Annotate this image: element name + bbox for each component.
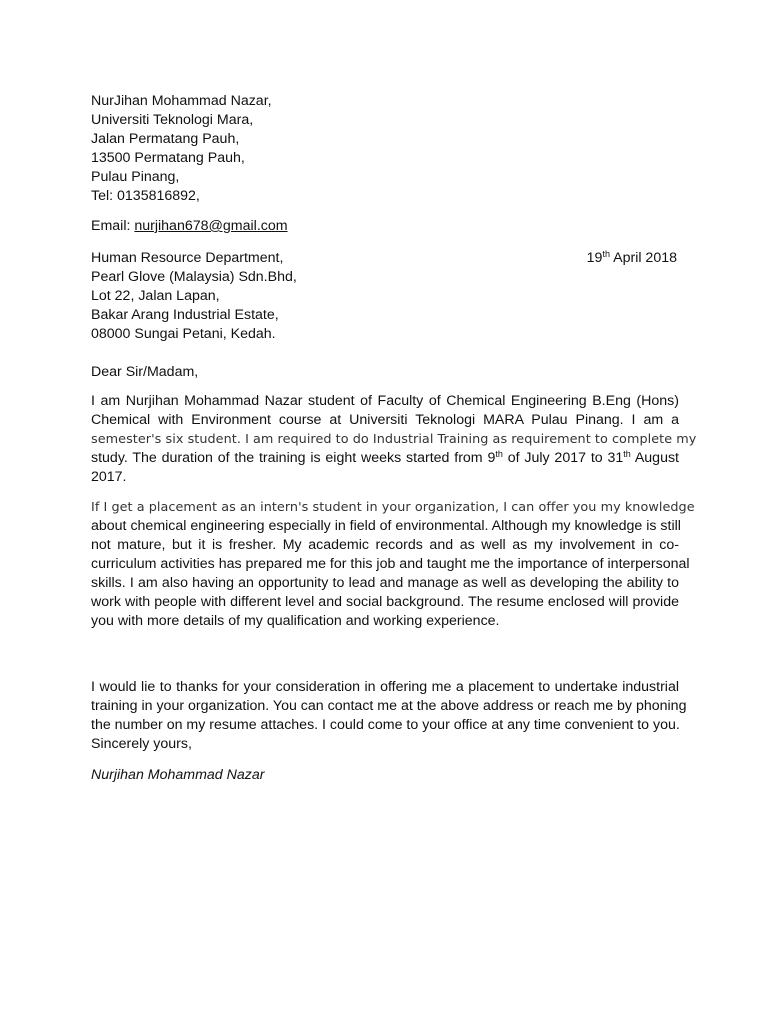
paragraph-line: you with more details of my qualification and working experience. <box>91 613 500 629</box>
sender-address <box>91 92 272 206</box>
paragraph-line: Chemical with Environment course at Universiti Teknologi MARA Pulau Pinang. I am a <box>91 412 679 428</box>
salutation: Dear Sir/Madam, <box>91 364 199 380</box>
paragraph-line: I would lie to thanks for your consideration in offering me a placement to undertake industrial <box>91 679 679 695</box>
recipient-department: Human Resource Department, <box>91 250 284 266</box>
sender-address-line: Universiti Teknologi Mara, <box>91 112 254 128</box>
paragraph-line: curriculum activities has prepared me for this job and taught me the importance of interpersonal <box>91 556 690 572</box>
paragraph-line: training in your organization. You can contact me at the above address or reach me by phoning <box>91 698 687 714</box>
paragraph-line: work with people with different level and social background. The resume enclosed will provide <box>91 594 679 610</box>
letter-page <box>91 0 697 1024</box>
recipient-address-line: Lot 22, Jalan Lapan, <box>91 288 220 304</box>
paragraph-line: 2017. <box>91 469 127 485</box>
letter-date <box>587 249 677 268</box>
recipient-address-line: 08000 Sungai Petani, Kedah. <box>91 326 276 342</box>
ordinal-suffix: th <box>623 449 631 459</box>
paragraph-line: skills. I am also having an opportunity to lead and manage as well as developing the ability to <box>91 575 679 591</box>
ordinal-suffix: th <box>495 449 503 459</box>
email-label: Email: <box>91 218 135 234</box>
date-suffix: th <box>602 249 610 259</box>
date-day: 19 <box>586 250 603 266</box>
text-run: of July 2017 to 31 <box>502 450 624 466</box>
paragraph-line: If I get a placement as an intern's student in your organization, I can offer you my knowledge <box>91 500 695 515</box>
paragraph-line: not mature, but it is fresher. My academic records and as well as my involvement in co- <box>91 537 679 553</box>
sender-address-line: 13500 Permatang Pauh, <box>91 150 245 166</box>
paragraph-line: the number on my resume attaches. I could come to your office at any time convenient to you. <box>91 717 680 733</box>
paragraph-line: about chemical engineering especially in field of environmental. Although my knowledge is still <box>91 518 681 534</box>
paragraph-line: semester's six student. I am required to do Industrial Training as requirement to complete my <box>91 432 697 447</box>
email-link[interactable]: nurjihan678@gmail.com <box>134 218 288 234</box>
sender-name: NurJihan Mohammad Nazar, <box>91 93 272 109</box>
recipient-address <box>91 249 297 344</box>
recipient-company: Pearl Glove (Malaysia) Sdn.Bhd, <box>91 269 297 285</box>
date-rest: April 2018 <box>609 250 677 266</box>
recipient-address-line: Bakar Arang Industrial Estate, <box>91 307 279 323</box>
body-paragraph-1 <box>91 392 697 487</box>
closing: Sincerely yours, <box>91 736 192 752</box>
sender-email-line <box>91 217 288 236</box>
body-paragraph-3 <box>91 678 687 735</box>
paragraph-line: I am Nurjihan Mohammad Nazar student of Faculty of Chemical Engineering B.Eng (Hons) <box>91 393 679 409</box>
text-run: August <box>630 450 679 466</box>
text-run: study. The duration of the training is eight weeks started from 9 <box>91 450 496 466</box>
paragraph-line <box>91 449 679 468</box>
signature: Nurjihan Mohammad Nazar <box>91 767 265 783</box>
body-paragraph-2 <box>91 498 695 631</box>
sender-address-line: Pulau Pinang, <box>91 169 180 185</box>
sender-phone: Tel: 0135816892, <box>91 188 200 204</box>
sender-address-line: Jalan Permatang Pauh, <box>91 131 240 147</box>
